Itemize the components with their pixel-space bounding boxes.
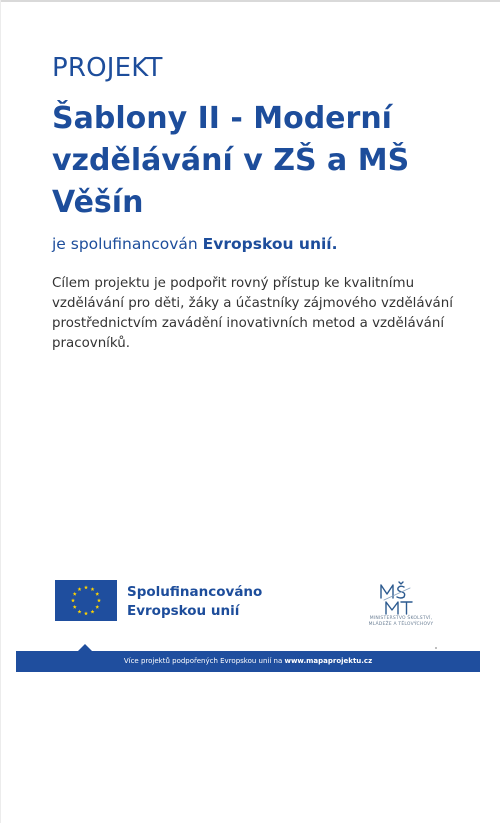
project-label: PROJEKT (52, 53, 163, 83)
msmt-caption-line2: MLÁDEŽE A TĚLOVÝCHOVY (368, 622, 434, 627)
eu-cofinanced-text (127, 583, 262, 621)
scan-speck (435, 647, 437, 649)
msmt-caption-line1: MINISTERSTVO ŠKOLSTVÍ, (369, 616, 433, 621)
eu-text-line2: Evropskou unií (127, 603, 240, 619)
funding-eu: Evropskou unií. (202, 235, 338, 253)
footer-bar-text (16, 651, 480, 672)
scan-edge-top (0, 0, 500, 2)
project-title: Šablony II - Moderní vzdělávání v ZŠ a MŠ Věšín (52, 101, 410, 220)
msmt-caption (351, 616, 451, 628)
project-description: Cílem projektu je podpořit rovný přístup ke kvalitnímu vzdělávání pro děti, žáky a účastníky zájmového vzdělávání prostřednictvím zavádění inovativních metod a vzdělávání pracovníků. (52, 276, 453, 351)
funding-prefix: je spolufinancován (52, 235, 203, 253)
footer-bar-prefix: Více projektů podpořených Evropskou unií na (123, 657, 285, 665)
eu-flag-icon (55, 580, 117, 621)
scan-edge-left (0, 0, 1, 823)
mapaprojektu-link[interactable]: www.mapaprojektu.cz (284, 657, 373, 665)
eu-text-line1: Spolufinancováno (127, 584, 263, 600)
funding-statement (52, 235, 338, 253)
